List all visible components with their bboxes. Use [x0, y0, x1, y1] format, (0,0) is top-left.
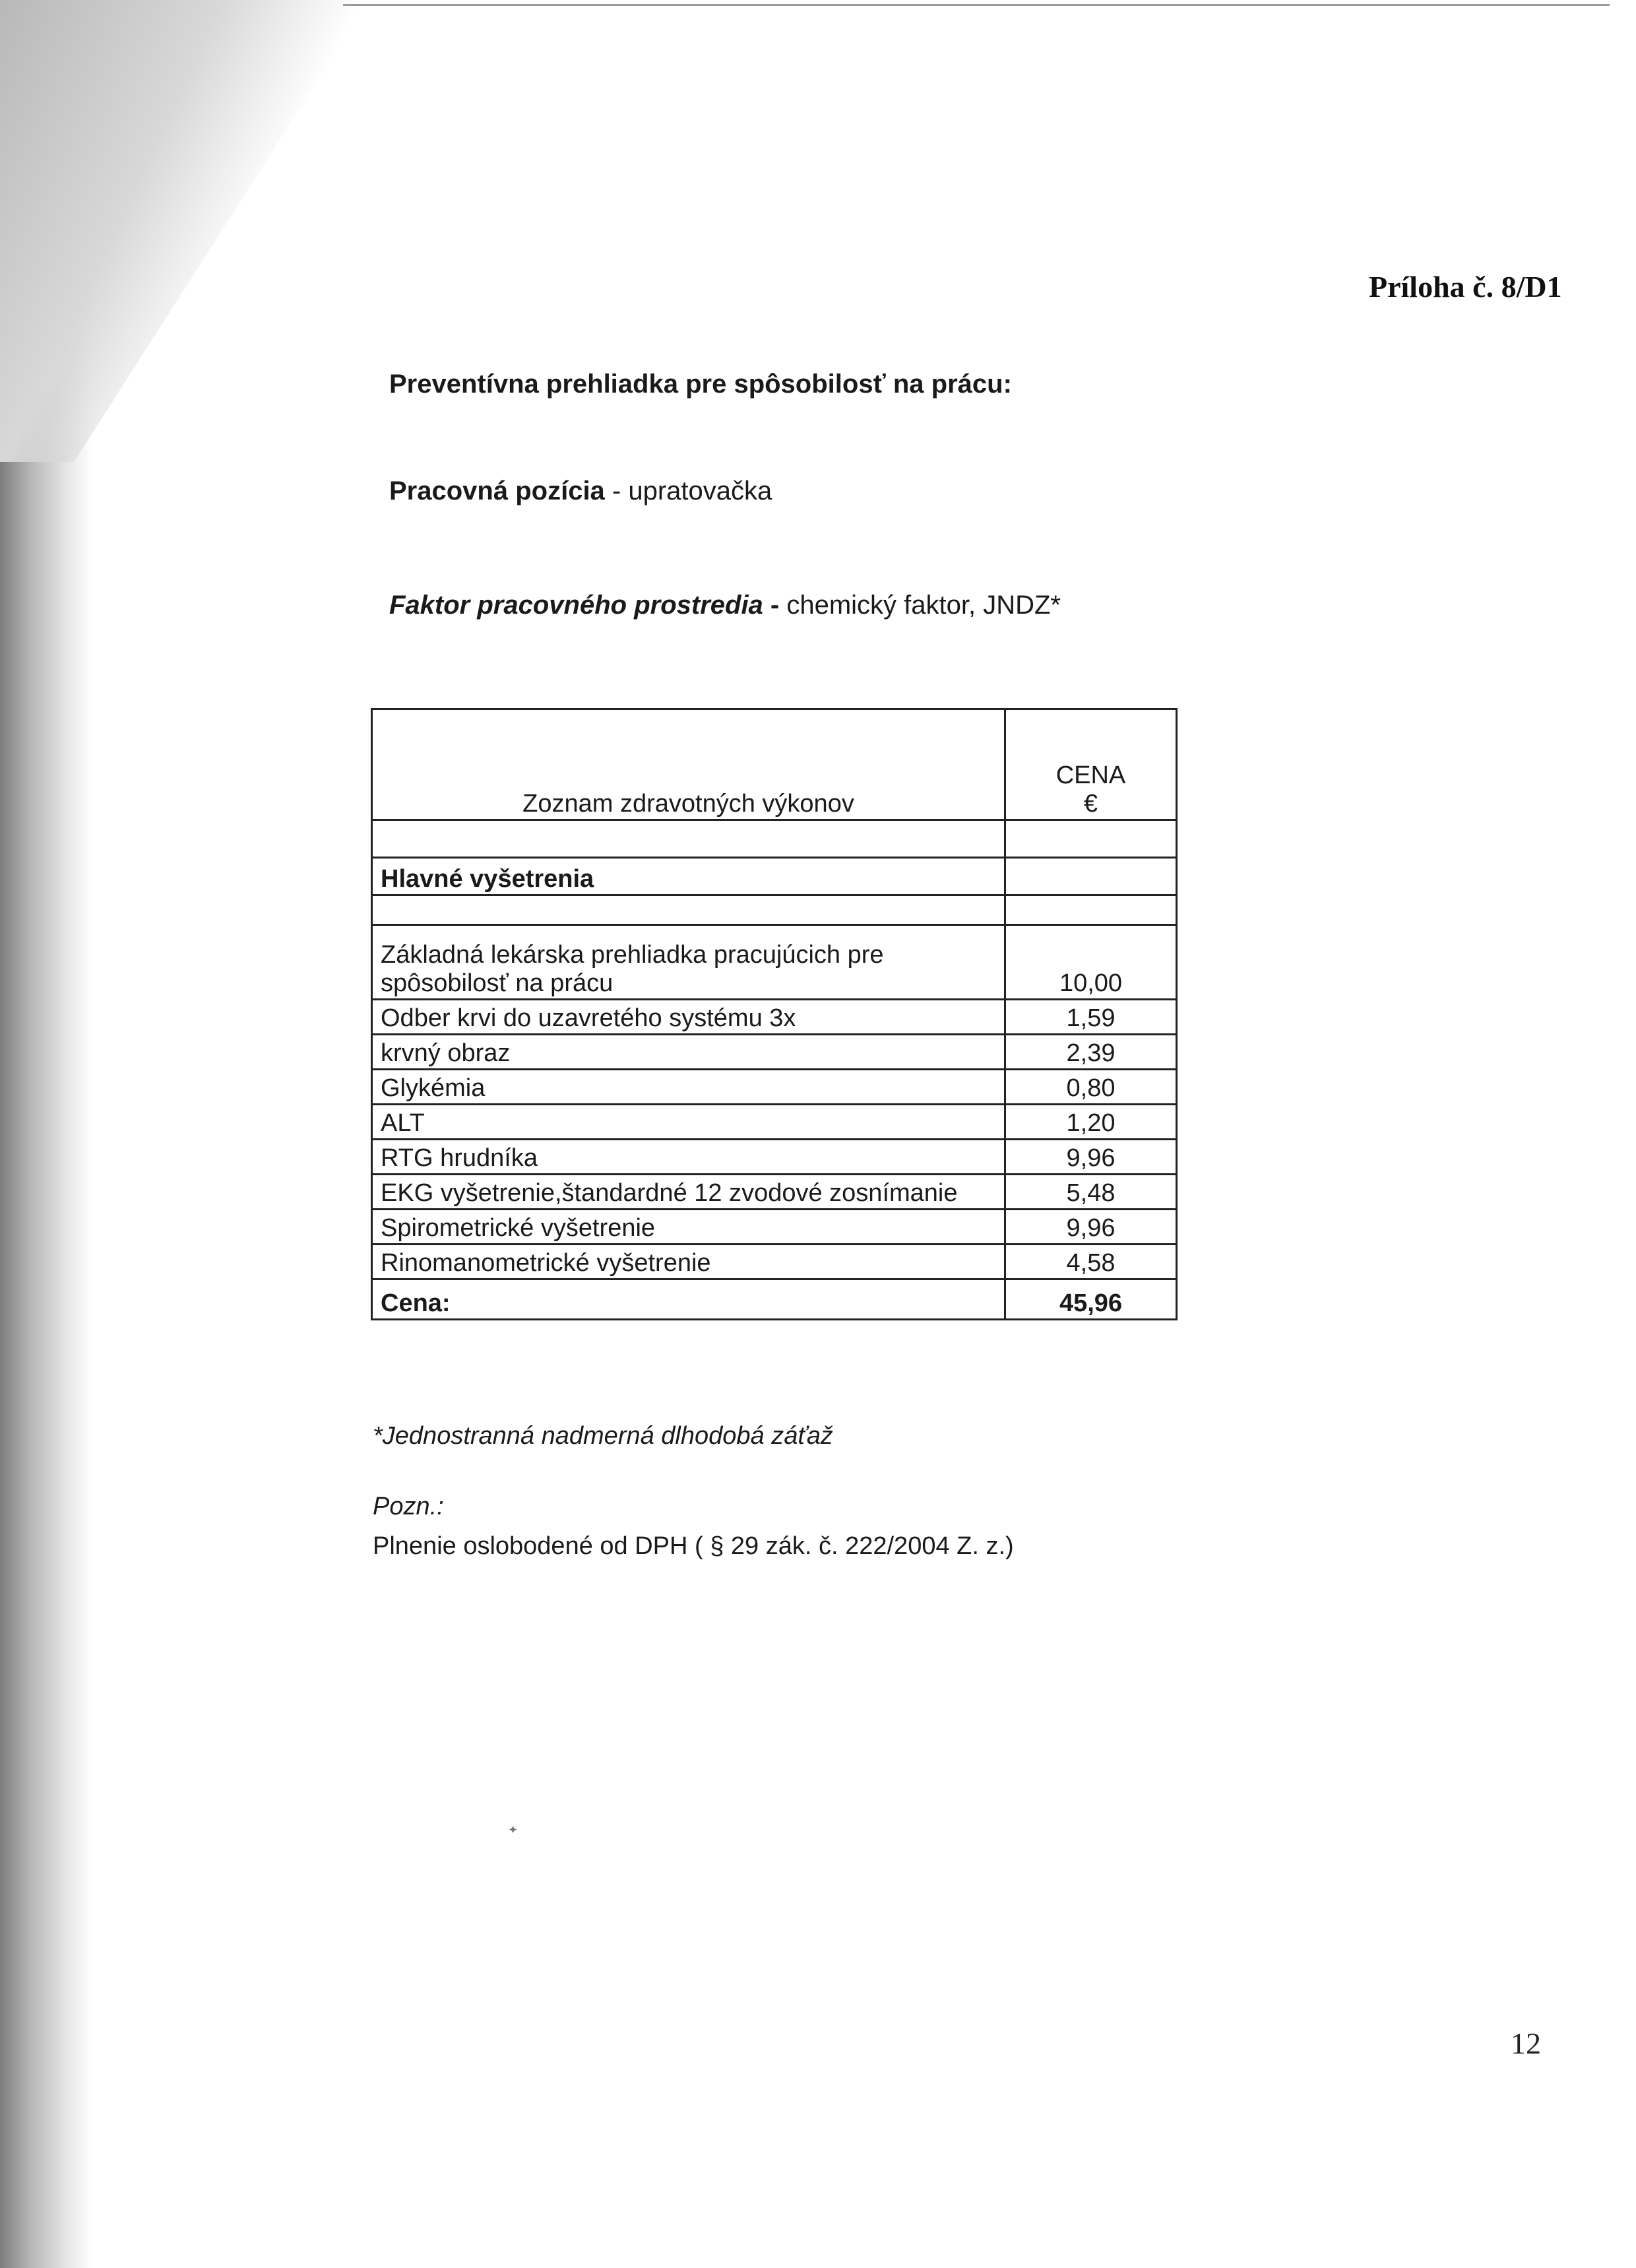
work-position-line: [389, 476, 772, 506]
table-row: [372, 1210, 1177, 1245]
note-label: Pozn.:: [373, 1493, 444, 1520]
service-name: Rinomanometrické vyšetrenie: [372, 1245, 1005, 1280]
work-factor-separator: -: [763, 591, 787, 620]
section-label: Hlavné vyšetrenia: [372, 858, 1005, 895]
annex-label: Príloha č. 8/D1: [1369, 270, 1562, 304]
service-price: 10,00: [1005, 925, 1177, 1000]
scan-corner-fold: [0, 0, 369, 462]
table-empty-row: [372, 820, 1177, 858]
service-price: 9,96: [1005, 1140, 1177, 1175]
scan-top-rule: [343, 4, 1610, 6]
service-name: Základná lekárska prehliadka pracujúcich pre spôsobilosť na prácu: [372, 925, 1005, 1000]
service-name: RTG hrudníka: [372, 1140, 1005, 1175]
service-name: krvný obraz: [372, 1035, 1005, 1070]
table-section-row: [372, 858, 1177, 895]
table-row: [372, 1070, 1177, 1105]
empty-cell: [372, 820, 1005, 858]
table-row: [372, 1035, 1177, 1070]
service-name: Spirometrické vyšetrenie: [372, 1210, 1005, 1245]
service-name: ALT: [372, 1105, 1005, 1140]
service-price: 2,39: [1005, 1035, 1177, 1070]
header-services: Zoznam zdravotných výkonov: [372, 709, 1005, 820]
service-name: Glykémia: [372, 1070, 1005, 1105]
service-name: Odber krvi do uzavretého systému 3x: [372, 1000, 1005, 1035]
work-position-value: upratovačka: [628, 476, 772, 505]
table-row: [372, 1245, 1177, 1280]
work-position-separator: -: [604, 476, 629, 505]
page-number: 12: [1511, 2026, 1541, 2060]
table-total-row: [372, 1280, 1177, 1320]
footnote: *Jednostranná nadmerná dlhodobá záťaž: [373, 1422, 833, 1450]
services-price-table: [371, 708, 1178, 1320]
service-price: 4,58: [1005, 1245, 1177, 1280]
header-price-label: CENA: [1055, 761, 1126, 789]
table-empty-row: [372, 895, 1177, 925]
service-price: 1,59: [1005, 1000, 1177, 1035]
empty-cell: [1005, 895, 1177, 925]
total-label: Cena:: [372, 1280, 1005, 1320]
empty-cell: [1005, 858, 1177, 895]
header-price: [1005, 709, 1177, 820]
work-factor-line: [389, 591, 1061, 620]
header-price-currency: €: [1083, 790, 1098, 818]
total-value: 45,96: [1005, 1280, 1177, 1320]
service-price: 9,96: [1005, 1210, 1177, 1245]
table-row: [372, 1140, 1177, 1175]
service-price: 1,20: [1005, 1105, 1177, 1140]
service-price: 0,80: [1005, 1070, 1177, 1105]
service-name: EKG vyšetrenie,štandardné 12 zvodové zosnímanie: [372, 1175, 1005, 1210]
table-row: [372, 925, 1177, 1000]
work-factor-value: chemický faktor, JNDZ*: [786, 591, 1061, 620]
table-header-row: [372, 709, 1177, 820]
document-title: Preventívna prehliadka pre spôsobilosť na prácu:: [389, 370, 1012, 399]
scan-speck-icon: ✦: [508, 1823, 519, 1836]
work-position-label: Pracovná pozícia: [389, 476, 605, 505]
table-row: [372, 1175, 1177, 1210]
table-row: [372, 1000, 1177, 1035]
empty-cell: [1005, 820, 1177, 858]
work-factor-label: Faktor pracovného prostredia: [389, 591, 763, 620]
empty-cell: [372, 895, 1005, 925]
note-text: Plnenie oslobodené od DPH ( § 29 zák. č. 222/2004 Z. z.): [373, 1532, 1014, 1560]
service-price: 5,48: [1005, 1175, 1177, 1210]
table-row: [372, 1105, 1177, 1140]
